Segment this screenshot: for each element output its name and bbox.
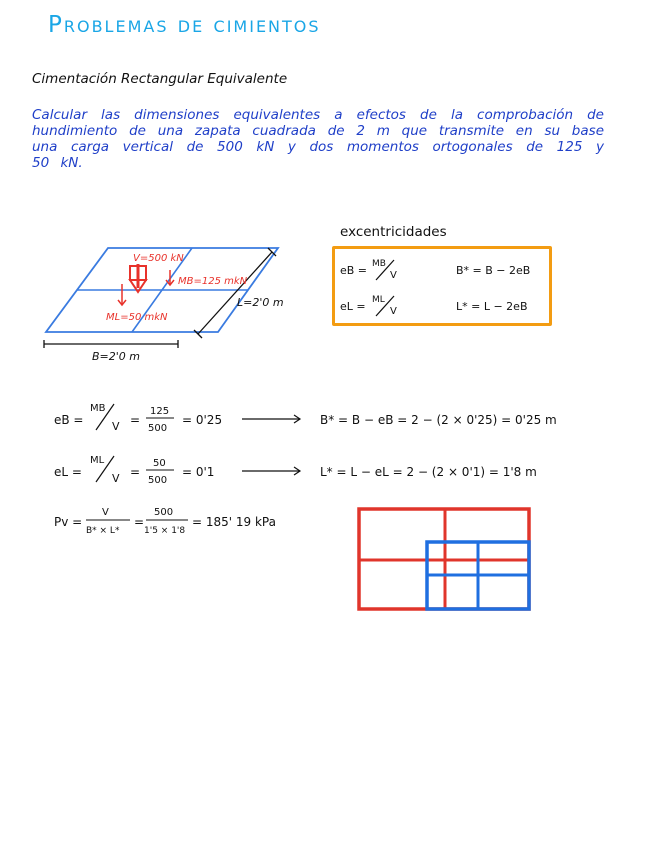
bstar-formula: B* = B − 2eB	[456, 264, 531, 277]
page-title: Problemas de cimientos	[48, 12, 321, 38]
svg-text:=: =	[130, 413, 141, 427]
svg-text:=: =	[134, 515, 145, 529]
dimension-l-line	[198, 252, 272, 334]
eb-numerator: MB	[372, 259, 386, 269]
section-subtitle: Cimentación Rectangular Equivalente	[32, 71, 288, 87]
moment-b-label: MB=125 mkN	[178, 276, 248, 287]
vertical-load-label: V=500 kN	[133, 253, 184, 264]
row3-f1-den: B* × L*	[86, 526, 120, 536]
row3-f2-den: 1'5 × 1'8	[144, 526, 186, 536]
row1-lhs: eB =	[54, 413, 84, 427]
problem-statement: Calcular las dimensiones equivalentes a efectos de la comprobación de hundimiento de una zapata cuadrada de 2 m que transmite en su base una carga vertical de 500 kN y dos momentos ortogonales de 125 y 50 kN.	[32, 107, 604, 171]
moment-l-label: ML=50 mkN	[106, 312, 168, 323]
row2-lhs: eL =	[54, 465, 82, 479]
row2-result: = 0'1	[182, 465, 215, 479]
el-numerator: ML	[372, 295, 385, 305]
eccentricities-heading: excentricidades	[340, 224, 447, 240]
row3-f1-num: V	[102, 507, 109, 518]
row3-lhs: Pv =	[54, 515, 83, 529]
eb-denominator: V	[390, 270, 397, 281]
svg-text:=: =	[130, 465, 141, 479]
row3-f2-num: 500	[154, 507, 174, 518]
row1-f2-num: 125	[150, 406, 170, 417]
row2-f2-den: 500	[148, 475, 168, 486]
lstar-formula: L* = L − 2eB	[456, 300, 528, 313]
row2-f1-den: V	[112, 472, 120, 485]
row1-f1-den: V	[112, 420, 120, 433]
footing-sketch	[30, 240, 300, 370]
dimension-b-label: B=2'0 m	[92, 350, 140, 363]
row1-result: = 0'25	[182, 413, 223, 427]
row1-f2-den: 500	[148, 423, 168, 434]
row2-rhs: L* = L − eL = 2 − (2 × 0'1) = 1'8 m	[320, 465, 537, 479]
row2-f2-num: 50	[153, 458, 166, 469]
row2-f1-num: ML	[90, 455, 105, 466]
row3-result: = 185' 19 kPa	[192, 515, 276, 529]
eccentricities-formulas	[336, 250, 548, 322]
el-denominator: V	[390, 306, 397, 317]
el-lhs: eL =	[340, 300, 366, 313]
row1-rhs: B* = B − eB = 2 − (2 × 0'25) = 0'25 m	[320, 413, 557, 427]
dimension-l-label: L=2'0 m	[237, 296, 284, 309]
row1-f1-num: MB	[90, 403, 106, 414]
equivalent-area-diagram	[356, 506, 534, 614]
eb-lhs: eB =	[340, 264, 368, 277]
